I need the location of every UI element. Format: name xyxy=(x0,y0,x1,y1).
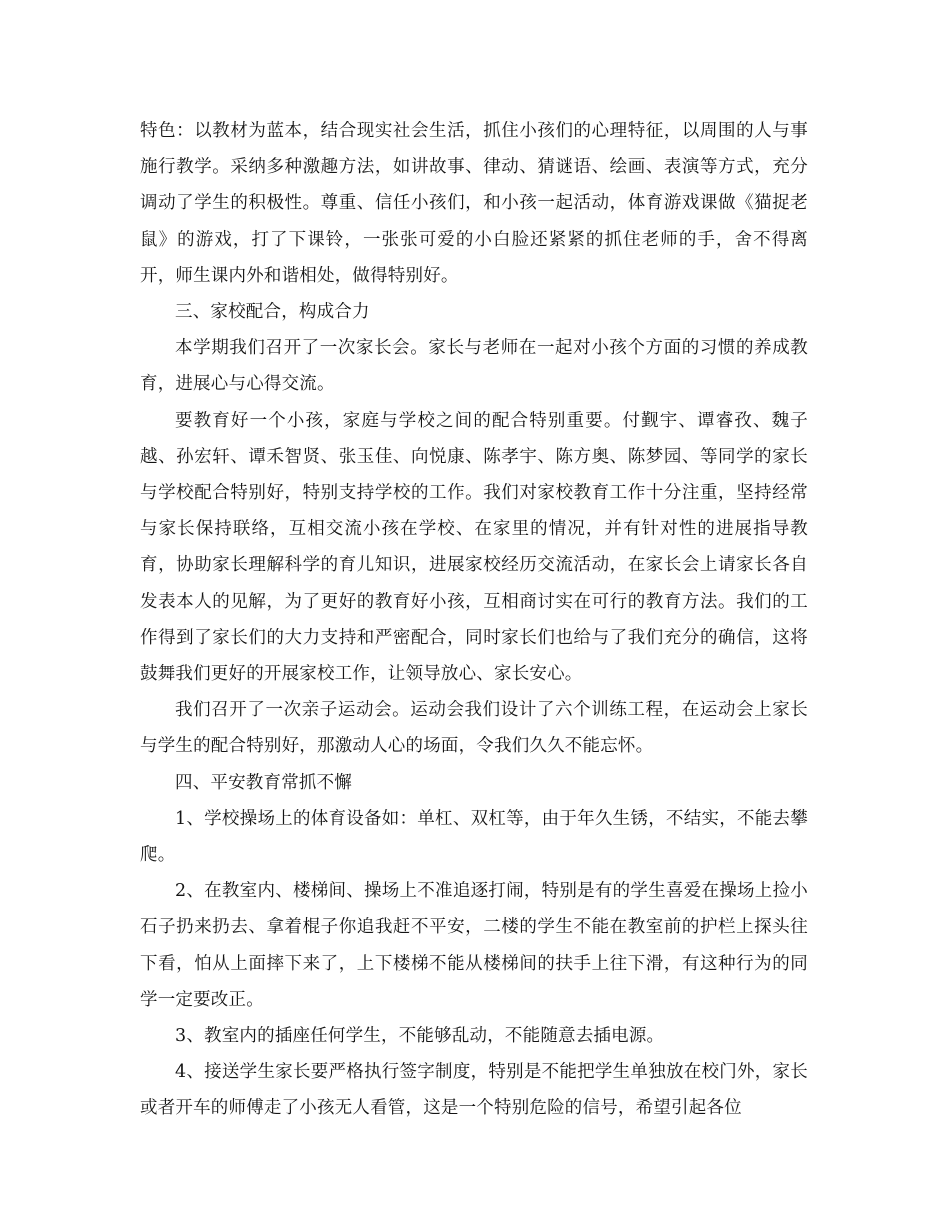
section-heading-home-school: 三、家校配合，构成合力 xyxy=(175,302,370,323)
paragraph-parent-meeting: 本学期我们召开了一次家长会。家长与老师在一起对小孩个方面的习惯的养成教育，进展心与心得交流。 xyxy=(140,338,808,395)
paragraph-teaching-features: 特色：以教材为蓝本，结合现实社会生活，抓住小孩们的心理特征，以周围的人与事施行教学。采纳多种激趣方法，如讲故事、律动、猜谜语、绘画、表演等方式，充分调动了学生的积极性。尊重、信任小孩们，和小孩一起活动，体育游戏课做《猫捉老鼠》的游戏，打了下课铃，一张张可爱的小白脸还紧紧的抓住老师的手，舍不得离开，师生课内外和谐相处，做得特别好。 xyxy=(140,121,808,286)
paragraph-sports-meeting: 我们召开了一次亲子运动会。运动会我们设计了六个训练工程，在运动会上家长与学生的配合特别好，那激动人心的场面，令我们久久不能忘怀。 xyxy=(140,700,808,757)
document-body xyxy=(140,113,808,1127)
paragraph-home-school-cooperation: 要教育好一个小孩，家庭与学校之间的配合特别重要。付觐宇、谭睿孜、魏子越、孙宏轩、谭禾智贤、张玉佳、向悦康、陈孝宇、陈方奥、陈梦园、等同学的家长与学校配合特别好，特别支持学校的工作。我们对家校教育工作十分注重，坚持经常与家长保持联络，互相交流小孩在学校、在家里的情况，并有针对性的进展指导教育，协助家长理解科学的育儿知识，进展家校经历交流活动，在家长会上请家长各自发表本人的见解，为了更好的教育好小孩，互相商讨实在可行的教育方法。我们的工作得到了家长们的大力支持和严密配合，同时家长们也给与了我们充分的确信，这将鼓舞我们更好的开展家校工作，让领导放心、家长安心。 xyxy=(140,410,808,685)
safety-item-1: 1、学校操场上的体育设备如：单杠、双杠等，由于年久生锈，不结实，不能去攀爬。 xyxy=(140,808,808,866)
safety-item-3: 3、教室内的插座任何学生，不能够乱动，不能随意去插电源。 xyxy=(175,1026,665,1047)
section-heading-safety: 四、平安教育常抓不懈 xyxy=(175,772,352,793)
safety-item-2: 2、在教室内、楼梯间、操场上不准追逐打闹，特别是有的学生喜爱在操场上捡小石子扔来扔去、拿着棍子你追我赶不平安，二楼的学生不能在教室前的护栏上探头往下看，怕从上面摔下来了，上下楼梯不能从楼梯间的扶手上往下滑，有这种行为的同学一定要改正。 xyxy=(140,881,808,1010)
safety-item-4: 4、接送学生家长要严格执行签字制度，特别是不能把学生单独放在校门外，家长或者开车的师傅走了小孩无人看管，这是一个特别危险的信号，希望引起各位 xyxy=(140,1062,808,1119)
